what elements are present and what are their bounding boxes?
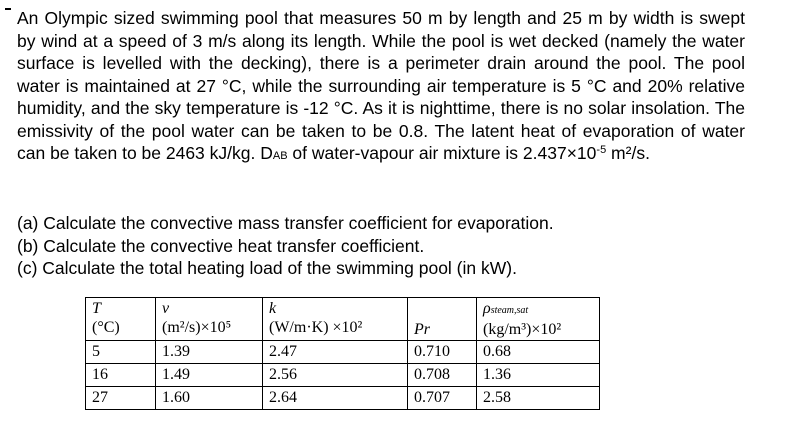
table-row [86, 364, 600, 387]
cell-conductivity: 2.64 [263, 387, 408, 410]
cell-prandtl: 0.710 [408, 341, 477, 364]
question-part-b: (b) Calculate the convective heat transfer coefficient. [17, 235, 425, 256]
header-steam-density: ρsteam,sat (kg/m³)×10² [477, 298, 600, 341]
cell-steam-density: 2.58 [477, 387, 600, 410]
problem-text-units: m²/s. [606, 143, 650, 163]
question-part-c: (c) Calculate the total heating load of the swimming pool (in kW). [17, 258, 517, 278]
header-viscosity: ν (m²/s)×10⁵ [156, 298, 263, 341]
cell-temperature: 16 [86, 364, 156, 387]
cell-steam-density: 0.68 [477, 341, 600, 364]
problem-text-diffusivity: of water-vapour air mixture is 2.437×10 [287, 143, 597, 163]
cell-viscosity: 1.39 [156, 341, 263, 364]
table-row [86, 341, 600, 364]
cell-temperature: 5 [86, 341, 156, 364]
diffusivity-subscript: AB [272, 150, 288, 162]
table-header-row [86, 298, 600, 341]
list-marker [5, 8, 11, 10]
cell-conductivity: 2.56 [263, 364, 408, 387]
problem-statement [17, 7, 745, 168]
cell-viscosity: 1.49 [156, 364, 263, 387]
header-prandtl: Pr [408, 298, 477, 341]
cell-viscosity: 1.60 [156, 387, 263, 410]
cell-conductivity: 2.47 [263, 341, 408, 364]
cell-prandtl: 0.708 [408, 364, 477, 387]
question-part-a: (a) Calculate the convective mass transfer coefficient for evaporation. [17, 213, 554, 233]
cell-prandtl: 0.707 [408, 387, 477, 410]
header-temperature: T (°C) [86, 298, 156, 341]
question-parts [17, 212, 757, 280]
properties-table [85, 297, 600, 410]
cell-steam-density: 1.36 [477, 364, 600, 387]
cell-temperature: 27 [86, 387, 156, 410]
header-conductivity: k (W/m·K) ×10² [263, 298, 408, 341]
diffusivity-exponent: -5 [596, 144, 607, 156]
table-row [86, 387, 600, 410]
problem-text-main: An Olympic sized swimming pool that measures 50 m by length and 25 m by width is swept by wind at a speed of 3 m/s along its length. While the pool is wet decked (namely the water surface is levelled with the decking), there is a perimeter drain around the pool. The pool water is maintained at 27 °C, while the surrounding air temperature is 5 °C and 20% relative humidity, and the sky temperature is -12 °C. As it is nighttime, there is no solar insolation. The emissivity of the pool water can be taken to be 0.8. The latent heat of evaporation of water can be taken to be 2463 kJ/kg. D [17, 8, 745, 163]
